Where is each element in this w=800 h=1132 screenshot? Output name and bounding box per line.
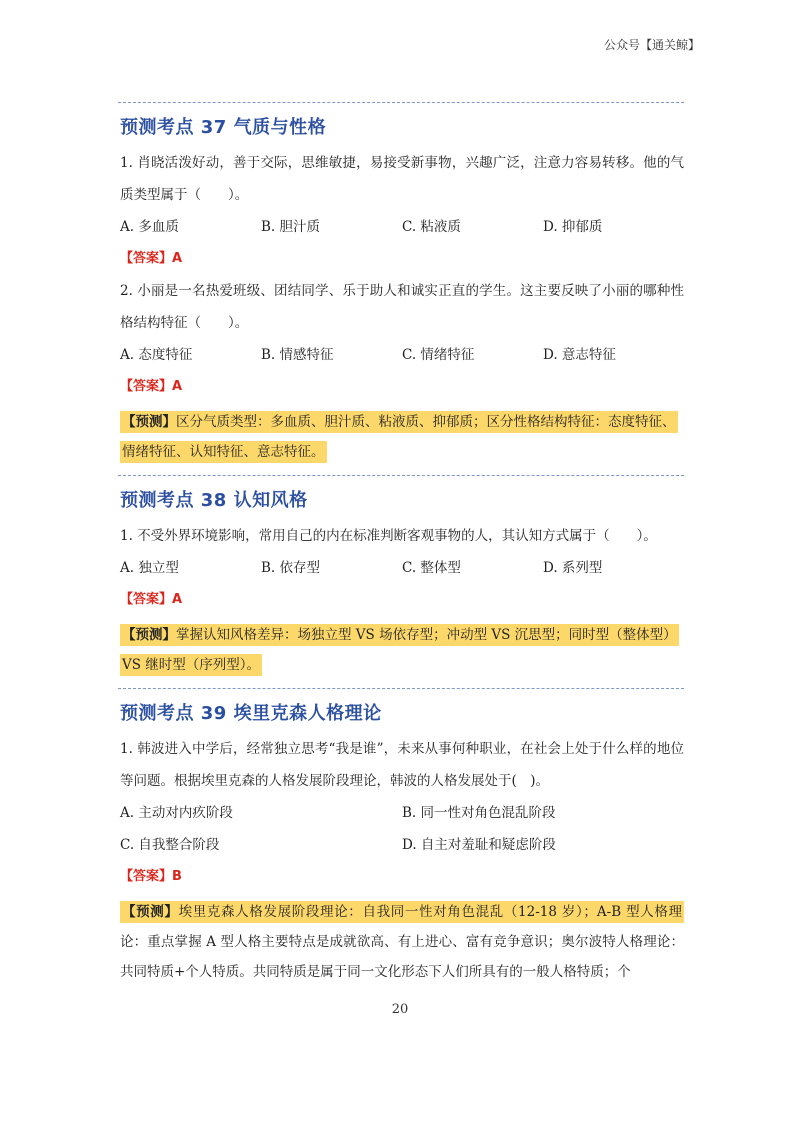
- option-c: C. 情绪特征: [402, 347, 475, 363]
- prediction-note: [120, 620, 684, 680]
- option-b: B. 胆汁质: [261, 219, 321, 235]
- question-text: 1. 不受外界环境影响，常用自己的内在标准判断客观事物的人，其认知方式属于（ ）。: [120, 528, 657, 544]
- option-b: B. 依存型: [261, 560, 321, 576]
- header-source-label: 公众号【通关鲸】: [603, 38, 700, 52]
- prediction-text-rest: 论：重点掌握 A 型人格主要特点是成就欲高、有上进心、富有竞争意识；奥尔波特人格理论：共同特质+个人特质。共同特质是属于同一文化形态下人们所具有的一般人格特质；个: [120, 934, 684, 980]
- section-divider: [118, 475, 684, 476]
- section-title: 预测考点 37 气质与性格: [120, 117, 327, 138]
- page-number: 20: [391, 1002, 409, 1017]
- options-grid: [120, 797, 684, 861]
- prediction-text-highlight: 埃里克森人格发展阶段理论：自我同一性对角色混乱（12-18 岁）；A-B 型人格理: [178, 904, 683, 920]
- option-a: A. 主动对内疚阶段: [120, 805, 233, 821]
- answer-label: 【答案】A: [120, 251, 183, 266]
- prediction-text: 区分气质类型：多血质、胆汁质、粘液质、抑郁质；区分性格结构特征：态度特征、情绪特征、认知特征、意志特征。: [122, 414, 676, 460]
- prediction-text: 掌握认知风格差异：场独立型 VS 场依存型；冲动型 VS 沉思型；同时型（整体型）VS 继时型（序列型）。: [122, 627, 677, 673]
- prediction-note: [120, 897, 684, 987]
- option-d: D. 系列型: [543, 560, 603, 576]
- question-text: 2. 小丽是一名热爱班级、团结同学、乐于助人和诚实正直的学生。这主要反映了小丽的哪种性格结构特征（ ）。: [120, 283, 684, 331]
- section-title: 预测考点 38 认知风格: [120, 490, 308, 511]
- option-d: D. 抑郁质: [543, 219, 603, 235]
- option-d: D. 意志特征: [543, 347, 616, 363]
- prediction-label: 【预测】: [122, 904, 179, 920]
- options-row: [120, 552, 684, 584]
- question-text: 1. 肖晓活泼好动，善于交际，思维敏捷，易接受新事物，兴趣广泛，注意力容易转移。他的气质类型属于（ ）。: [120, 155, 684, 203]
- option-b: B. 同一性对角色混乱阶段: [402, 805, 556, 821]
- option-a: A. 多血质: [120, 219, 179, 235]
- option-c: C. 粘液质: [402, 219, 461, 235]
- answer-label: 【答案】B: [120, 869, 182, 884]
- options-row: [120, 211, 684, 243]
- document-body: [118, 102, 684, 995]
- question-text: 1. 韩波进入中学后，经常独立思考“我是谁”，未来从事何种职业，在社会上处于什么样的地位等问题。根据埃里克森的人格发展阶段理论，韩波的人格发展处于( )。: [120, 741, 684, 789]
- prediction-note: [120, 407, 684, 467]
- option-c: C. 自我整合阶段: [120, 837, 220, 853]
- section-divider: [118, 102, 684, 103]
- options-row: [120, 339, 684, 371]
- section-divider: [118, 688, 684, 689]
- option-c: C. 整体型: [402, 560, 461, 576]
- option-b: B. 情感特征: [261, 347, 334, 363]
- prediction-label: 【预测】: [122, 627, 176, 643]
- option-a: A. 独立型: [120, 560, 179, 576]
- prediction-label: 【预测】: [122, 414, 176, 430]
- answer-label: 【答案】A: [120, 379, 183, 394]
- option-a: A. 态度特征: [120, 347, 193, 363]
- option-d: D. 自主对羞耻和疑虑阶段: [402, 837, 556, 853]
- answer-label: 【答案】A: [120, 592, 183, 607]
- section-title: 预测考点 39 埃里克森人格理论: [120, 703, 382, 724]
